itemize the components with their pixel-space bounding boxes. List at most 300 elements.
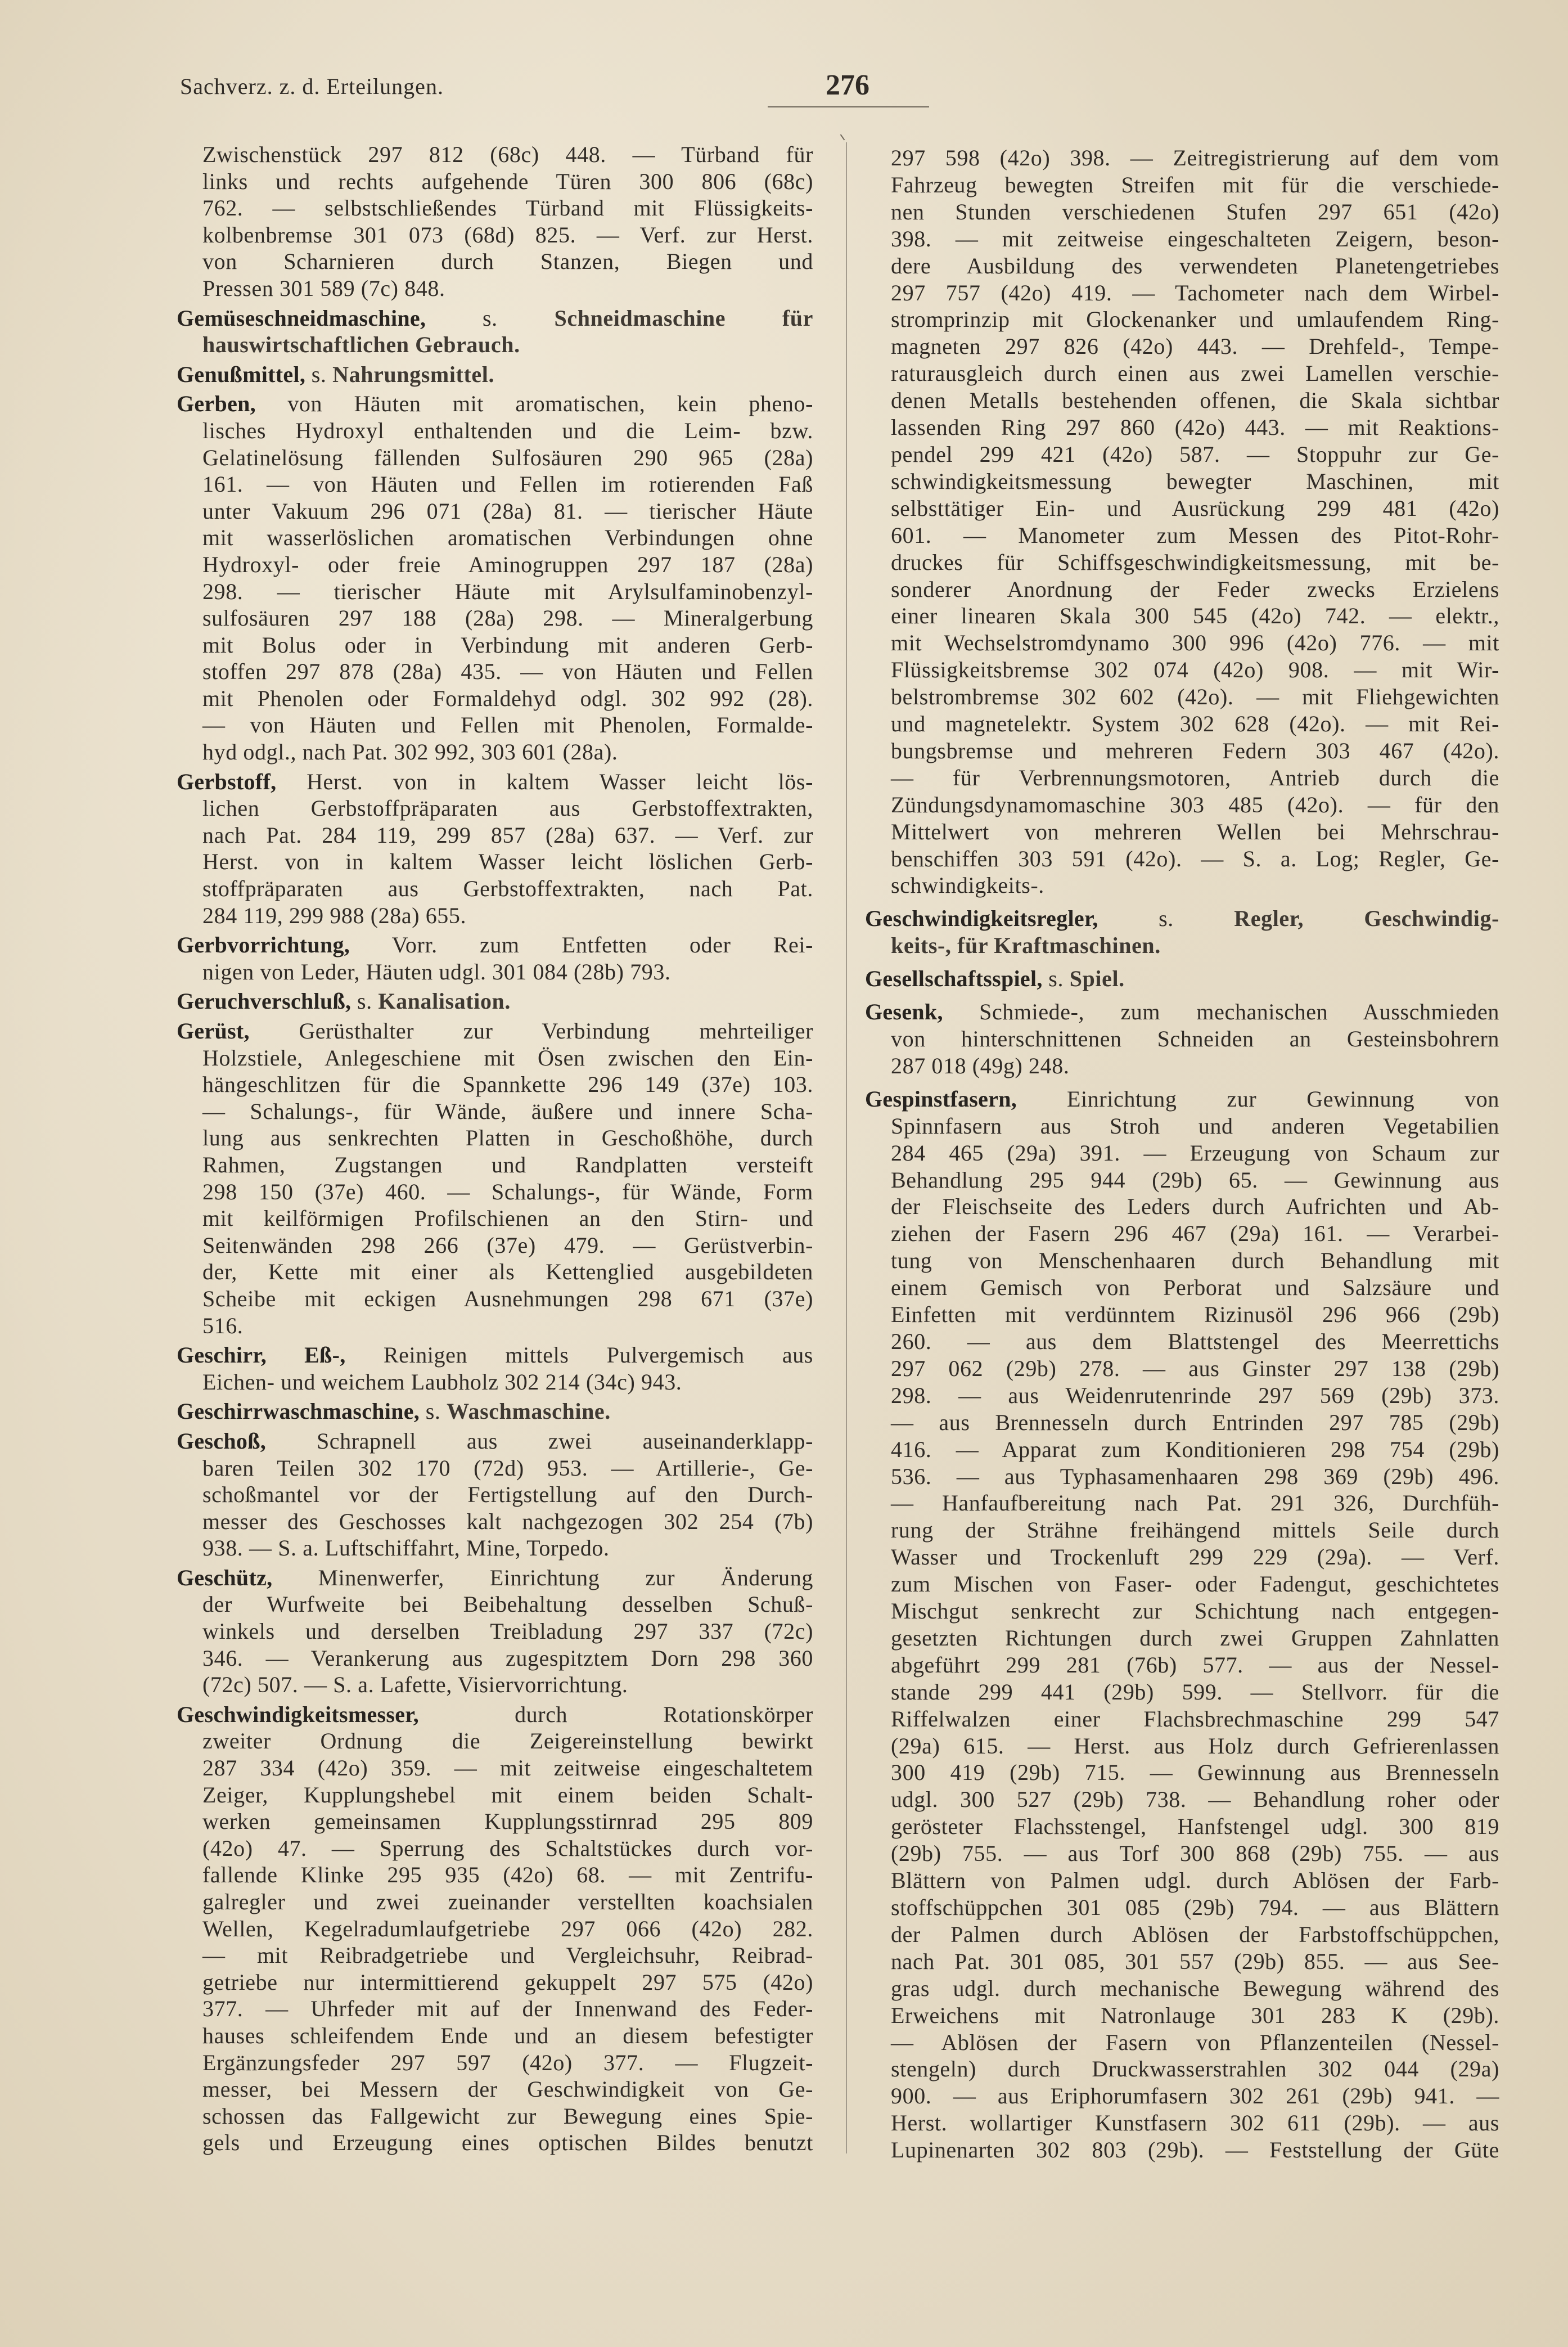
entry-line-text: 900. — aus Eriphorumfasern 302 261 (29b) 941. — <box>891 2083 1499 2109</box>
entry-line <box>865 414 1499 441</box>
entry-line <box>177 248 813 275</box>
entry-line <box>865 2137 1499 2164</box>
index-entry <box>177 1018 813 1339</box>
entry-line-text: stoffen 297 878 (28a) 435. — von Häuten und Fellen <box>202 659 813 685</box>
entry-line <box>865 199 1499 226</box>
entry-line-text: (42o) 47. — Sperrung des Schaltstückes durch vor- <box>202 1835 813 1861</box>
entry-line <box>177 1071 813 1098</box>
entry-line-text: ziehen der Fasern 296 467 (29a) 161. — Verarbei- <box>891 1221 1499 1247</box>
entry-line <box>865 1053 1499 1080</box>
entry-line-text: (29b) 755. — aus Torf 300 868 (29b) 755. — aus <box>891 1841 1499 1867</box>
entry-line-text: galregler und zwei zueinander verstellten koachsialen <box>202 1889 813 1914</box>
entry-line <box>865 1409 1499 1436</box>
entry-line <box>865 226 1499 253</box>
entry-line-text: — Ablösen der Fasern von Pflanzenteilen (Nessel- <box>891 2029 1499 2055</box>
entry-line-text: mit wasserlöslichen aromatischen Verbindungen ohne <box>202 525 813 551</box>
entry-line-text: bungsbremse und mehreren Federn 303 467 (42o). <box>891 738 1499 763</box>
entry-line <box>865 1894 1499 1921</box>
entry-line <box>865 999 1499 1026</box>
entry-line <box>865 522 1499 549</box>
entry-line-text: Einfetten mit verdünntem Rizinusöl 296 966 (29b) <box>891 1302 1499 1328</box>
entry-line-text: lassenden Ring 297 860 (42o) 443. — mit Reaktions- <box>891 415 1499 440</box>
entry-line-text: sonderer Anordnung der Feder zwecks Erzielens <box>891 576 1499 602</box>
entry-headword: Geschirrwaschmaschine, <box>177 1399 420 1424</box>
entry-line-text: nach Pat. 284 119, 299 857 (28a) 637. — Verf. zur <box>202 822 813 848</box>
entry-line-text: mit Phenolen oder Formaldehyd odgl. 302 992 (28). <box>202 685 813 711</box>
entry-line <box>865 1490 1499 1517</box>
entry-line-text: — für Verbrennungsmotoren, Antrieb durch die <box>891 765 1499 790</box>
entry-line <box>177 195 813 222</box>
entry-line-text: kolbenbremse 301 073 (68d) 825. — Verf. zur Herst. <box>202 222 813 248</box>
entry-line-text: Herst. wollartiger Kunstfasern 302 611 (29b). — aus <box>891 2110 1499 2136</box>
entry-line-text: udgl. 300 527 (29b) 738. — Behandlung roher oder <box>891 1787 1499 1813</box>
entry-line <box>865 280 1499 307</box>
index-entry <box>177 361 813 388</box>
entry-line <box>177 1258 813 1285</box>
entry-line <box>865 2002 1499 2029</box>
entry-line <box>865 253 1499 280</box>
entry-line-text: fallende Klinke 295 935 (42o) 68. — mit Zentrifu- <box>202 1862 813 1888</box>
entry-line <box>177 498 813 525</box>
entry-line-text: 297 757 (42o) 419. — Tachometer nach dem Wirbel- <box>891 280 1499 305</box>
entry-line <box>177 1591 813 1618</box>
entry-line-text: Riffelwalzen einer Flachsbrechmaschine 299 547 <box>891 1706 1499 1732</box>
entry-line <box>865 932 1499 959</box>
entry-line <box>177 1428 813 1455</box>
cross-reference-target: keits-, für Kraftmaschinen. <box>891 933 1161 959</box>
entry-line <box>865 1220 1499 1247</box>
entry-line <box>177 1916 813 1943</box>
entry-line-text: Herst. von in kaltem Wasser leicht löslichen Gerb- <box>202 849 813 875</box>
entry-line <box>865 738 1499 765</box>
cross-reference-target: Nahrungsmittel. <box>332 361 495 387</box>
entry-line <box>177 822 813 849</box>
entry-line-text: (29a) 615. — Herst. aus Holz durch Gefrierenlassen <box>891 1733 1499 1759</box>
entry-line <box>865 468 1499 495</box>
entry-line-text: schossen das Fallgewicht zur Bewegung eines Spie- <box>202 2103 813 2129</box>
entry-line <box>177 551 813 578</box>
entry-line <box>177 444 813 471</box>
entry-line-text: Zwischenstück 297 812 (68c) 448. — Türband für <box>202 142 813 167</box>
entry-line-text: der Wurfweite bei Beibehaltung desselben Schuß- <box>202 1591 813 1617</box>
entry-line-text: Fahrzeug bewegten Streifen mit für die verschiede- <box>891 172 1499 197</box>
entry-line-text: Scheibe mit eckigen Ausnehmungen 298 671 (37e) <box>202 1285 813 1311</box>
entry-line <box>865 360 1499 387</box>
entry-line <box>177 1942 813 1969</box>
entry-line-text: gerösteter Flachsstengel, Hanfstengel udgl. 300 819 <box>891 1814 1499 1840</box>
entry-line-text: Herst. von in kaltem Wasser leicht lös- <box>307 768 813 794</box>
entry-line <box>865 872 1499 899</box>
entry-line <box>177 795 813 822</box>
entry-line-text: 298 150 (37e) 460. — Schalungs-, für Wände, Form <box>202 1179 813 1204</box>
index-entry <box>177 932 813 985</box>
entry-line <box>177 1535 813 1562</box>
entry-line-text: Erweichens mit Natronlauge 301 283 K (29b). <box>891 2002 1499 2028</box>
entry-line-text: 297 598 (42o) 398. — Zeitregistrierung auf dem vom <box>891 145 1499 170</box>
entry-line-text: von Scharnieren durch Stanzen, Biegen und <box>202 249 813 275</box>
entry-line-text: lung aus senkrechten Platten in Geschoßhöhe, durch <box>202 1125 813 1151</box>
entry-line <box>177 712 813 739</box>
entry-line <box>865 1625 1499 1652</box>
entry-headword: Geschoß, <box>177 1428 267 1454</box>
entry-line <box>865 549 1499 576</box>
entry-line-text: von Häuten mit aromatischen, kein pheno- <box>287 391 814 417</box>
entry-line <box>865 387 1499 414</box>
entry-line <box>177 1398 813 1425</box>
entry-line-text: Rahmen, Zugstangen und Randplatten versteift <box>202 1152 813 1177</box>
entry-line-text: und magnetelektr. System 302 628 (42o). — mit Rei- <box>891 711 1499 737</box>
entry-line <box>177 1312 813 1339</box>
entry-line <box>865 1598 1499 1625</box>
entry-headword: Geschirr, Eß-, <box>177 1342 346 1368</box>
entry-line <box>865 495 1499 522</box>
entry-line <box>177 1862 813 1889</box>
entry-line <box>177 902 813 929</box>
entry-line <box>177 1701 813 1728</box>
entry-line-text: der Fleischseite des Leders durch Aufrichten und Ab- <box>891 1194 1499 1220</box>
entry-line <box>865 1544 1499 1571</box>
entry-line-text: baren Teilen 302 170 (72d) 953. — Artillerie-, Ge- <box>202 1455 813 1481</box>
entry-line-text: Gerüsthalter zur Verbindung mehrteiliger <box>299 1018 813 1044</box>
entry-line-text: (72c) 507. — S. a. Lafette, Visiervorrichtung. <box>202 1672 628 1698</box>
entry-line <box>177 1508 813 1535</box>
entry-line-text: nen Stunden verschiedenen Stufen 297 651 (42o) <box>891 199 1499 224</box>
entry-line <box>865 711 1499 738</box>
entry-line-text: 601. — Manometer zum Messen des Pitot-Rohr- <box>891 522 1499 548</box>
entry-line-text: rung der Strähne freihängend mittels Seile durch <box>891 1517 1499 1543</box>
cross-reference-target: Schneidmaschine für <box>554 305 813 331</box>
see-reference-marker: s. <box>357 988 372 1014</box>
entry-line <box>865 333 1499 360</box>
entry-line-text: dere Ausbildung des verwendeten Planetengetriebes <box>891 253 1499 278</box>
entry-line-text: lichen Gerbstoffpräparaten aus Gerbstoffextrakten, <box>202 795 813 821</box>
entry-line <box>865 1840 1499 1867</box>
entry-line <box>865 792 1499 819</box>
entry-line-text: 297 062 (29b) 278. — aus Ginster 297 138 (29b) <box>891 1355 1499 1381</box>
header-rule <box>768 106 929 107</box>
entry-line-text: winkels und derselben Treibladung 297 337 (72c) <box>202 1618 813 1644</box>
cross-reference-target: Kanalisation. <box>378 988 511 1014</box>
index-entry <box>177 1564 813 1698</box>
index-entry <box>177 1428 813 1562</box>
entry-line <box>865 1571 1499 1598</box>
entry-line <box>865 1463 1499 1490</box>
entry-line <box>865 657 1499 684</box>
entry-line-text: 287 334 (42o) 359. — mit zeitweise eingeschaltetem <box>202 1755 813 1781</box>
entry-line-text: 161. — von Häuten und Fellen im rotierenden Faß <box>202 471 813 497</box>
entry-line-text: Zeiger, Kupplungshebel mit einem beiden Schalt- <box>202 1782 813 1808</box>
entry-line-text: 287 018 (49g) 248. <box>891 1053 1070 1078</box>
entry-line <box>177 1564 813 1591</box>
index-entry <box>177 390 813 765</box>
entry-line-text: Wasser und Trockenluft 299 229 (29a). — Verf. <box>891 1544 1499 1570</box>
index-entry-continued <box>177 141 813 302</box>
entry-line <box>865 905 1499 932</box>
entry-line-text: 284 465 (29a) 391. — Erzeugung von Schaum zur <box>891 1140 1499 1166</box>
entry-line-text: Lupinenarten 302 803 (29b). — Feststellung der Güte <box>891 2137 1499 2163</box>
entry-line <box>177 2076 813 2103</box>
entry-line-text: von hinterschnittenen Schneiden an Gesteinsbohrern <box>891 1026 1499 1051</box>
entry-line-text: — von Häuten und Fellen mit Phenolen, Formalde- <box>202 712 813 738</box>
entry-line <box>177 959 813 986</box>
entry-line <box>177 305 813 332</box>
entry-line <box>177 1018 813 1045</box>
entry-line <box>865 1975 1499 2002</box>
entry-line-text: Gelatinelösung fällenden Sulfosäuren 290 965 (28a) <box>202 444 813 470</box>
entry-line <box>865 1328 1499 1355</box>
entry-line-text: Mischgut senkrecht zur Schichtung nach entgegen- <box>891 1598 1499 1624</box>
entry-line-text: Spinnfasern aus Stroh und anderen Vegetabilien <box>891 1113 1499 1139</box>
see-reference-marker: s. <box>311 361 327 387</box>
index-entry <box>177 988 813 1015</box>
entry-line-text: gras udgl. durch mechanische Bewegung während des <box>891 1975 1499 2001</box>
entry-line-text: Hydroxyl- oder freie Aminogruppen 297 187 (28a) <box>202 551 813 577</box>
entry-line <box>865 1140 1499 1167</box>
entry-line-text: Pressen 301 589 (7c) 848. <box>202 275 445 301</box>
see-reference-marker: s. <box>425 1399 441 1424</box>
entry-line-text: Vorr. zum Entfetten oder Rei- <box>391 932 813 958</box>
entry-line <box>177 222 813 249</box>
entry-headword: Gemüseschneidmaschine, <box>177 305 426 331</box>
cross-reference-target: Waschmaschine. <box>447 1399 611 1424</box>
entry-line-text: 516. <box>202 1312 244 1338</box>
entry-line <box>177 361 813 388</box>
entry-line-text: — aus Brennesseln durch Entrinden 297 785 (29b) <box>891 1409 1499 1435</box>
entry-line <box>177 1098 813 1125</box>
entry-line-text: schwindigkeitsmessung bewegter Maschinen, mit <box>891 468 1499 494</box>
see-reference-marker: s. <box>1048 966 1064 992</box>
entry-line-text: stromprinzip mit Glockenanker und umlaufendem Ring- <box>891 307 1499 332</box>
entry-line <box>177 658 813 685</box>
entry-line <box>865 306 1499 333</box>
column-divider <box>846 142 847 2153</box>
entry-line-text: Holzstiele, Anlegeschiene mit Ösen zwischen den Ein- <box>202 1045 813 1071</box>
index-entry-continued <box>865 145 1499 899</box>
entry-headword: Geschwindigkeitsmesser, <box>177 1701 419 1727</box>
entry-line-text: sulfosäuren 297 188 (28a) 298. — Mineralgerbung <box>202 605 813 631</box>
entry-line <box>865 630 1499 657</box>
entry-line <box>177 471 813 498</box>
entry-line <box>177 1125 813 1152</box>
entry-line-text: zum Mischen von Faser- oder Fadengut, geschichtetes <box>891 1571 1499 1597</box>
index-entry <box>177 1398 813 1425</box>
entry-line <box>865 1786 1499 1813</box>
entry-line <box>177 417 813 444</box>
entry-line-text: 298. — tierischer Häute mit Arylsulfaminobenzyl- <box>202 578 813 604</box>
entry-line <box>177 2022 813 2049</box>
entry-line <box>177 932 813 959</box>
entry-line-text: — mit Reibradgetriebe und Vergleichsuhr, Reibrad- <box>202 1943 813 1968</box>
entry-line <box>177 168 813 195</box>
entry-line <box>177 1232 813 1259</box>
see-reference-marker: s. <box>1159 906 1174 932</box>
entry-line-text: Schrapnell aus zwei auseinanderklapp- <box>316 1428 813 1454</box>
entry-headword: Gesenk, <box>865 999 943 1025</box>
running-title: Sachverz. z. d. Erteilungen. <box>180 74 444 99</box>
entry-line-text: mit Wechselstromdynamo 300 996 (42o) 776. — mit <box>891 630 1499 656</box>
entry-line <box>865 603 1499 630</box>
entry-line-text: unter Vakuum 296 071 (28a) 81. — tierischer Häute <box>202 498 813 524</box>
entry-line <box>177 1342 813 1369</box>
entry-line-text: messer, bei Messern der Geschwindigkeit von Ge- <box>202 2076 813 2102</box>
entry-line <box>865 1813 1499 1840</box>
see-reference-marker: s. <box>483 305 498 331</box>
cross-reference-target: Spiel. <box>1069 966 1125 992</box>
entry-line-text: abgeführt 299 281 (76b) 577. — aus der Nessel- <box>891 1652 1499 1678</box>
entry-line-text: gels und Erzeugung eines optischen Bildes benutzt <box>202 2130 813 2156</box>
entry-line <box>177 875 813 902</box>
entry-line-text: der, Kette mit einer als Kettenglied ausgebildeten <box>202 1259 813 1285</box>
entry-line <box>865 2029 1499 2056</box>
entry-line <box>177 1835 813 1862</box>
entry-line <box>177 275 813 302</box>
entry-line-text: druckes für Schiffsgeschwindigkeitsmessung, mit be- <box>891 549 1499 575</box>
entry-line <box>865 441 1499 468</box>
entry-line-text: durch Rotationskörper <box>515 1701 813 1727</box>
entry-line-text: 762. — selbstschließendes Türband mit Flüssigkeits- <box>202 195 813 221</box>
index-entry <box>177 1342 813 1395</box>
entry-line-text: Seitenwänden 298 266 (37e) 479. — Gerüstverbin- <box>202 1232 813 1258</box>
entry-line-text: 260. — aus dem Blattstengel des Meerrettichs <box>891 1328 1499 1354</box>
index-entry <box>865 965 1499 992</box>
entry-line <box>865 819 1499 846</box>
entry-line-text: 398. — mit zeitweise eingeschalteten Zeigern, beson- <box>891 226 1499 251</box>
entry-line <box>177 739 813 766</box>
entry-line <box>177 848 813 875</box>
entry-line-text: 416. — Apparat zum Konditionieren 298 754 (29b) <box>891 1436 1499 1462</box>
entry-line <box>177 2049 813 2076</box>
entry-line-text: getriebe nur intermittierend gekuppelt 297 575 (42o) <box>202 1969 813 1995</box>
entry-line-text: hängeschlitzen für die Spannkette 296 149 (37e) 103. <box>202 1072 813 1098</box>
entry-line <box>865 1652 1499 1679</box>
entry-line-text: — Hanfaufbereitung nach Pat. 291 326, Durchfüh- <box>891 1490 1499 1516</box>
entry-line <box>177 685 813 712</box>
index-entry <box>865 999 1499 1080</box>
entry-line <box>865 1436 1499 1463</box>
entry-line-text: 284 119, 299 988 (28a) 655. <box>202 902 467 928</box>
entry-line <box>177 1285 813 1312</box>
entry-line <box>865 965 1499 992</box>
entry-headword: Geschwindigkeitsregler, <box>865 906 1098 932</box>
entry-headword: Gesellschaftsspiel, <box>865 966 1043 992</box>
entry-line-text: Mittelwert von mehreren Wellen bei Mehrschrau- <box>891 819 1499 844</box>
entry-line <box>865 1193 1499 1220</box>
entry-line-text: Behandlung 295 944 (29b) 65. — Gewinnung aus <box>891 1167 1499 1193</box>
entry-line-text: magneten 297 826 (42o) 443. — Drehfeld-, Tempe- <box>891 334 1499 359</box>
entry-line-text: 938. — S. a. Luftschiffahrt, Mine, Torpedo. <box>202 1535 610 1561</box>
entry-line-text: nach Pat. 301 085, 301 557 (29b) 855. — aus See- <box>891 1948 1499 1974</box>
entry-line-text: — Schalungs-, für Wände, äußere und innere Scha- <box>202 1098 813 1124</box>
entry-line-text: einem Gemisch von Perborat und Salzsäure und <box>891 1275 1499 1301</box>
entry-line-text: Minenwerfer, Einrichtung zur Änderung <box>318 1564 813 1590</box>
entry-line-text: nigen von Leder, Häuten udgl. 301 084 (28b) 793. <box>202 959 671 984</box>
entry-line-text: 377. — Uhrfeder mit auf der Innenwand des Feder- <box>202 1996 813 2022</box>
entry-line <box>865 1921 1499 1948</box>
entry-line <box>177 1889 813 1916</box>
entry-line-text: Flüssigkeitsbremse 302 074 (42o) 908. — mit Wir- <box>891 657 1499 683</box>
entry-line <box>177 1152 813 1179</box>
entry-headword: Gespinstfasern, <box>865 1086 1017 1112</box>
entry-line <box>177 331 813 358</box>
entry-line-text: stoffpräparaten aus Gerbstoffextrakten, nach Pat. <box>202 876 813 902</box>
entry-line <box>865 1167 1499 1194</box>
index-entry <box>177 768 813 929</box>
entry-line <box>865 1355 1499 1382</box>
entry-line-text: 300 419 (29b) 715. — Gewinnung aus Brennesseln <box>891 1760 1499 1786</box>
index-column-right <box>865 145 1499 2164</box>
entry-line <box>865 1026 1499 1053</box>
entry-line <box>177 1179 813 1206</box>
entry-line <box>865 576 1499 603</box>
entry-line-text: raturausgleich durch einen aus zwei Lamellen verschie- <box>891 361 1499 386</box>
entry-line-text: Schmiede-, zum mechanischen Ausschmieden <box>979 999 1499 1025</box>
cross-reference-target: hauswirtschaftlichen Gebrauch. <box>202 332 520 358</box>
entry-line-text: pendel 299 421 (42o) 587. — Stoppuhr zur Ge- <box>891 441 1499 467</box>
entry-line <box>177 1618 813 1645</box>
entry-line <box>865 684 1499 711</box>
cross-reference-target: Regler, Geschwindig- <box>1234 906 1499 932</box>
entry-line <box>865 1733 1499 1760</box>
entry-line-text: tung von Menschenhaaren durch Behandlung mit <box>891 1248 1499 1274</box>
entry-line <box>865 1247 1499 1274</box>
entry-line <box>865 765 1499 792</box>
entry-line <box>177 1969 813 1996</box>
entry-line <box>177 524 813 551</box>
entry-line <box>865 1948 1499 1975</box>
entry-line-text: Einrichtung zur Gewinnung von <box>1067 1086 1499 1112</box>
entry-line <box>177 1782 813 1809</box>
entry-line-text: schoßmantel vor der Fertigstellung auf den Durch- <box>202 1482 813 1508</box>
entry-line <box>865 2056 1499 2083</box>
entry-line-text: stande 299 441 (29b) 599. — Stellvorr. für die <box>891 1679 1499 1705</box>
entry-line <box>177 1728 813 1755</box>
entry-headword: Gerbstoff, <box>177 768 277 794</box>
entry-line-text: messer des Geschosses kalt nachgezogen 302 254 (7b) <box>202 1508 813 1534</box>
entry-line <box>177 1671 813 1698</box>
entry-line-text: Eichen- und weichem Laubholz 302 214 (34c) 943. <box>202 1369 682 1395</box>
entry-line <box>177 1808 813 1835</box>
entry-line <box>177 578 813 605</box>
entry-line <box>865 1086 1499 1113</box>
entry-line <box>865 1113 1499 1140</box>
entry-line-text: mit keilförmigen Profilschienen an den Stirn- und <box>202 1206 813 1231</box>
entry-line-text: hauses schleifendem Ende und an diesem befestigter <box>202 2022 813 2048</box>
entry-line <box>177 390 813 417</box>
index-entry <box>865 905 1499 959</box>
entry-headword: Gerben, <box>177 391 256 417</box>
entry-line-text: gesetzten Richtungen durch zwei Gruppen Zahnlatten <box>891 1625 1499 1651</box>
entry-line <box>177 1455 813 1482</box>
entry-line <box>177 1995 813 2022</box>
entry-line-text: denen Metalls bestehenden offenen, die Skala sichtbar <box>891 388 1499 413</box>
entry-line-text: selbsttätiger Ein- und Ausrückung 299 481 (42o) <box>891 495 1499 521</box>
entry-line <box>177 1045 813 1072</box>
entry-line-text: Reinigen mittels Pulvergemisch aus <box>383 1342 813 1368</box>
entry-line-text: belstrombremse 302 602 (42o). — mit Fliehgewichten <box>891 684 1499 710</box>
entry-line <box>865 846 1499 873</box>
page-number: 276 <box>826 69 869 101</box>
entry-line-text: schwindigkeits-. <box>891 873 1044 898</box>
printer-mark <box>840 134 845 141</box>
entry-line-text: links und rechts aufgehende Türen 300 806 (68c) <box>202 168 813 194</box>
entry-line <box>865 1679 1499 1706</box>
entry-line-text: der Palmen durch Ablösen der Farbstoffschüppchen, <box>891 1921 1499 1947</box>
entry-line <box>177 1755 813 1782</box>
entry-line <box>865 1517 1499 1544</box>
entry-line <box>177 1481 813 1508</box>
entry-line <box>865 172 1499 199</box>
index-column-left <box>177 141 813 2156</box>
